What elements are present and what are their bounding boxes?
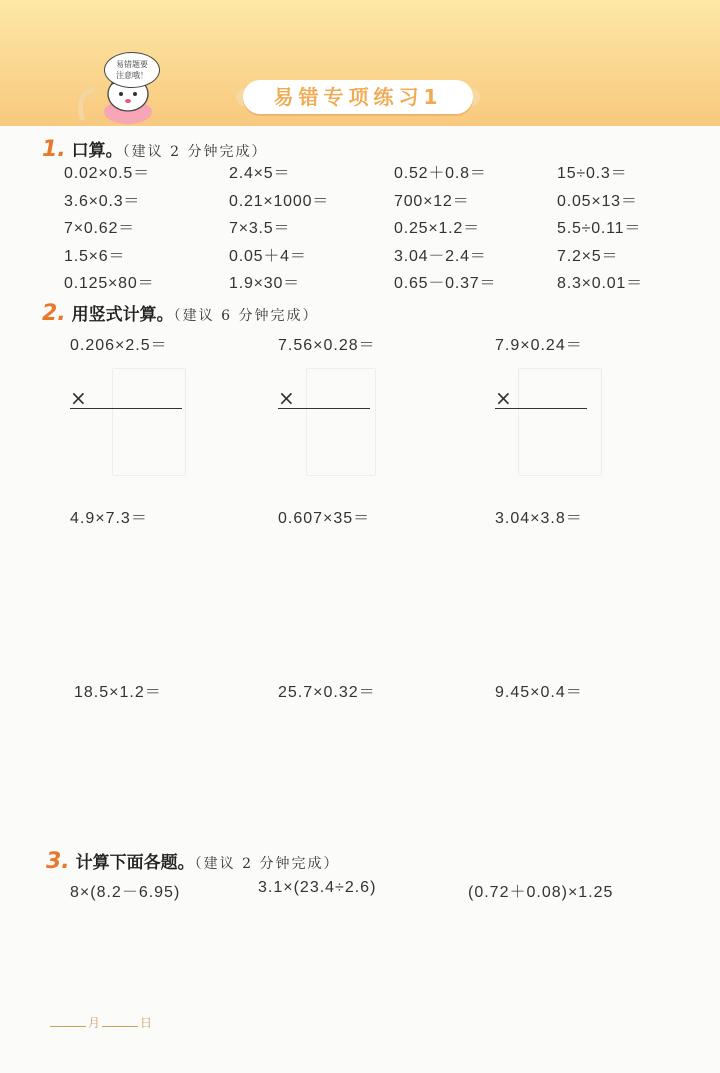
vertical-problem: 9.45×0.4＝ xyxy=(495,684,583,701)
mental-problem: 0.05×13＝ xyxy=(557,192,638,210)
section-1-number: 1. xyxy=(42,137,66,162)
vertical-problem: 0.206×2.5＝ xyxy=(70,337,168,354)
mental-math-grid xyxy=(64,160,704,298)
section-2-note: （建议 6 分钟完成） xyxy=(173,308,319,324)
date-footer xyxy=(48,1014,152,1031)
vertical-multiply-line xyxy=(70,386,182,410)
mental-problem: 0.02×0.5＝ xyxy=(64,165,150,182)
section-2-title: 用竖式计算。 xyxy=(71,305,174,325)
vertical-problem: 7.9×0.24＝ xyxy=(495,337,583,354)
day-blank xyxy=(102,1026,138,1027)
times-sign: × xyxy=(278,386,295,410)
mental-problem: 700×12＝ xyxy=(394,192,470,210)
section-2-number: 2. xyxy=(42,301,66,326)
vertical-problem: 0.607×35＝ xyxy=(278,510,371,527)
times-sign: × xyxy=(70,386,87,410)
mental-problem: 0.52＋0.8＝ xyxy=(394,165,487,182)
section-3-heading xyxy=(46,848,339,874)
mental-problem: 8.3×0.01＝ xyxy=(557,275,643,292)
speech-bubble xyxy=(104,52,160,88)
mental-problem: 15÷0.3＝ xyxy=(557,165,628,182)
mental-problem: 7.2×5＝ xyxy=(557,247,619,265)
mental-problem: 0.65－0.37＝ xyxy=(394,275,497,292)
vertical-problem: 25.7×0.32＝ xyxy=(278,684,376,701)
faint-grid-box xyxy=(518,368,602,476)
month-blank xyxy=(50,1026,86,1027)
bubble-line-1: 易错题要 xyxy=(116,60,148,69)
mental-problem: 5.5÷0.11＝ xyxy=(557,220,642,237)
section-1-title: 口算。 xyxy=(71,141,123,161)
faint-grid-box xyxy=(306,368,376,476)
mental-problem: 3.6×0.3＝ xyxy=(64,192,141,210)
mental-problem: 2.4×5＝ xyxy=(229,165,291,182)
mixed-problem: (0.72＋0.08)×1.25 xyxy=(468,884,614,901)
section-1-note: （建议 2 分钟完成） xyxy=(122,144,268,160)
mental-problem: 0.21×1000＝ xyxy=(229,192,330,210)
day-label: 日 xyxy=(140,1016,153,1030)
mental-problem: 1.9×30＝ xyxy=(229,275,300,292)
faint-grid-box xyxy=(112,368,186,476)
section-2-heading xyxy=(42,300,318,326)
mental-problem: 1.5×6＝ xyxy=(64,247,126,265)
mental-problem: 3.04－2.4＝ xyxy=(394,247,487,265)
bubble-line-2: 注意哦！ xyxy=(116,71,148,80)
month-label: 月 xyxy=(88,1016,101,1030)
mental-problem: 0.125×80＝ xyxy=(64,275,155,292)
mental-problem: 0.05＋4＝ xyxy=(229,247,307,265)
mental-problem: 7×3.5＝ xyxy=(229,220,291,237)
vertical-multiply-line xyxy=(495,386,587,410)
vertical-problem: 4.9×7.3＝ xyxy=(70,510,148,527)
section-3-number: 3. xyxy=(46,849,70,874)
section-1-heading xyxy=(42,136,267,162)
vertical-problem: 3.04×3.8＝ xyxy=(495,510,583,527)
page-title: 易错专项练习1 xyxy=(273,85,443,109)
mixed-problem: 8×(8.2－6.95) xyxy=(70,884,181,901)
section-3-title: 计算下面各题。 xyxy=(75,853,195,873)
vertical-multiply-line xyxy=(278,386,370,410)
mixed-problem: 3.1×(23.4÷2.6) xyxy=(258,879,377,896)
times-sign: × xyxy=(495,386,512,410)
mental-problem: 0.25×1.2＝ xyxy=(394,220,480,237)
vertical-problem: 7.56×0.28＝ xyxy=(278,337,376,354)
mental-problem: 7×0.62＝ xyxy=(64,220,135,237)
section-3-note: （建议 2 分钟完成） xyxy=(194,856,340,872)
vertical-problem: 18.5×1.2＝ xyxy=(74,684,162,701)
